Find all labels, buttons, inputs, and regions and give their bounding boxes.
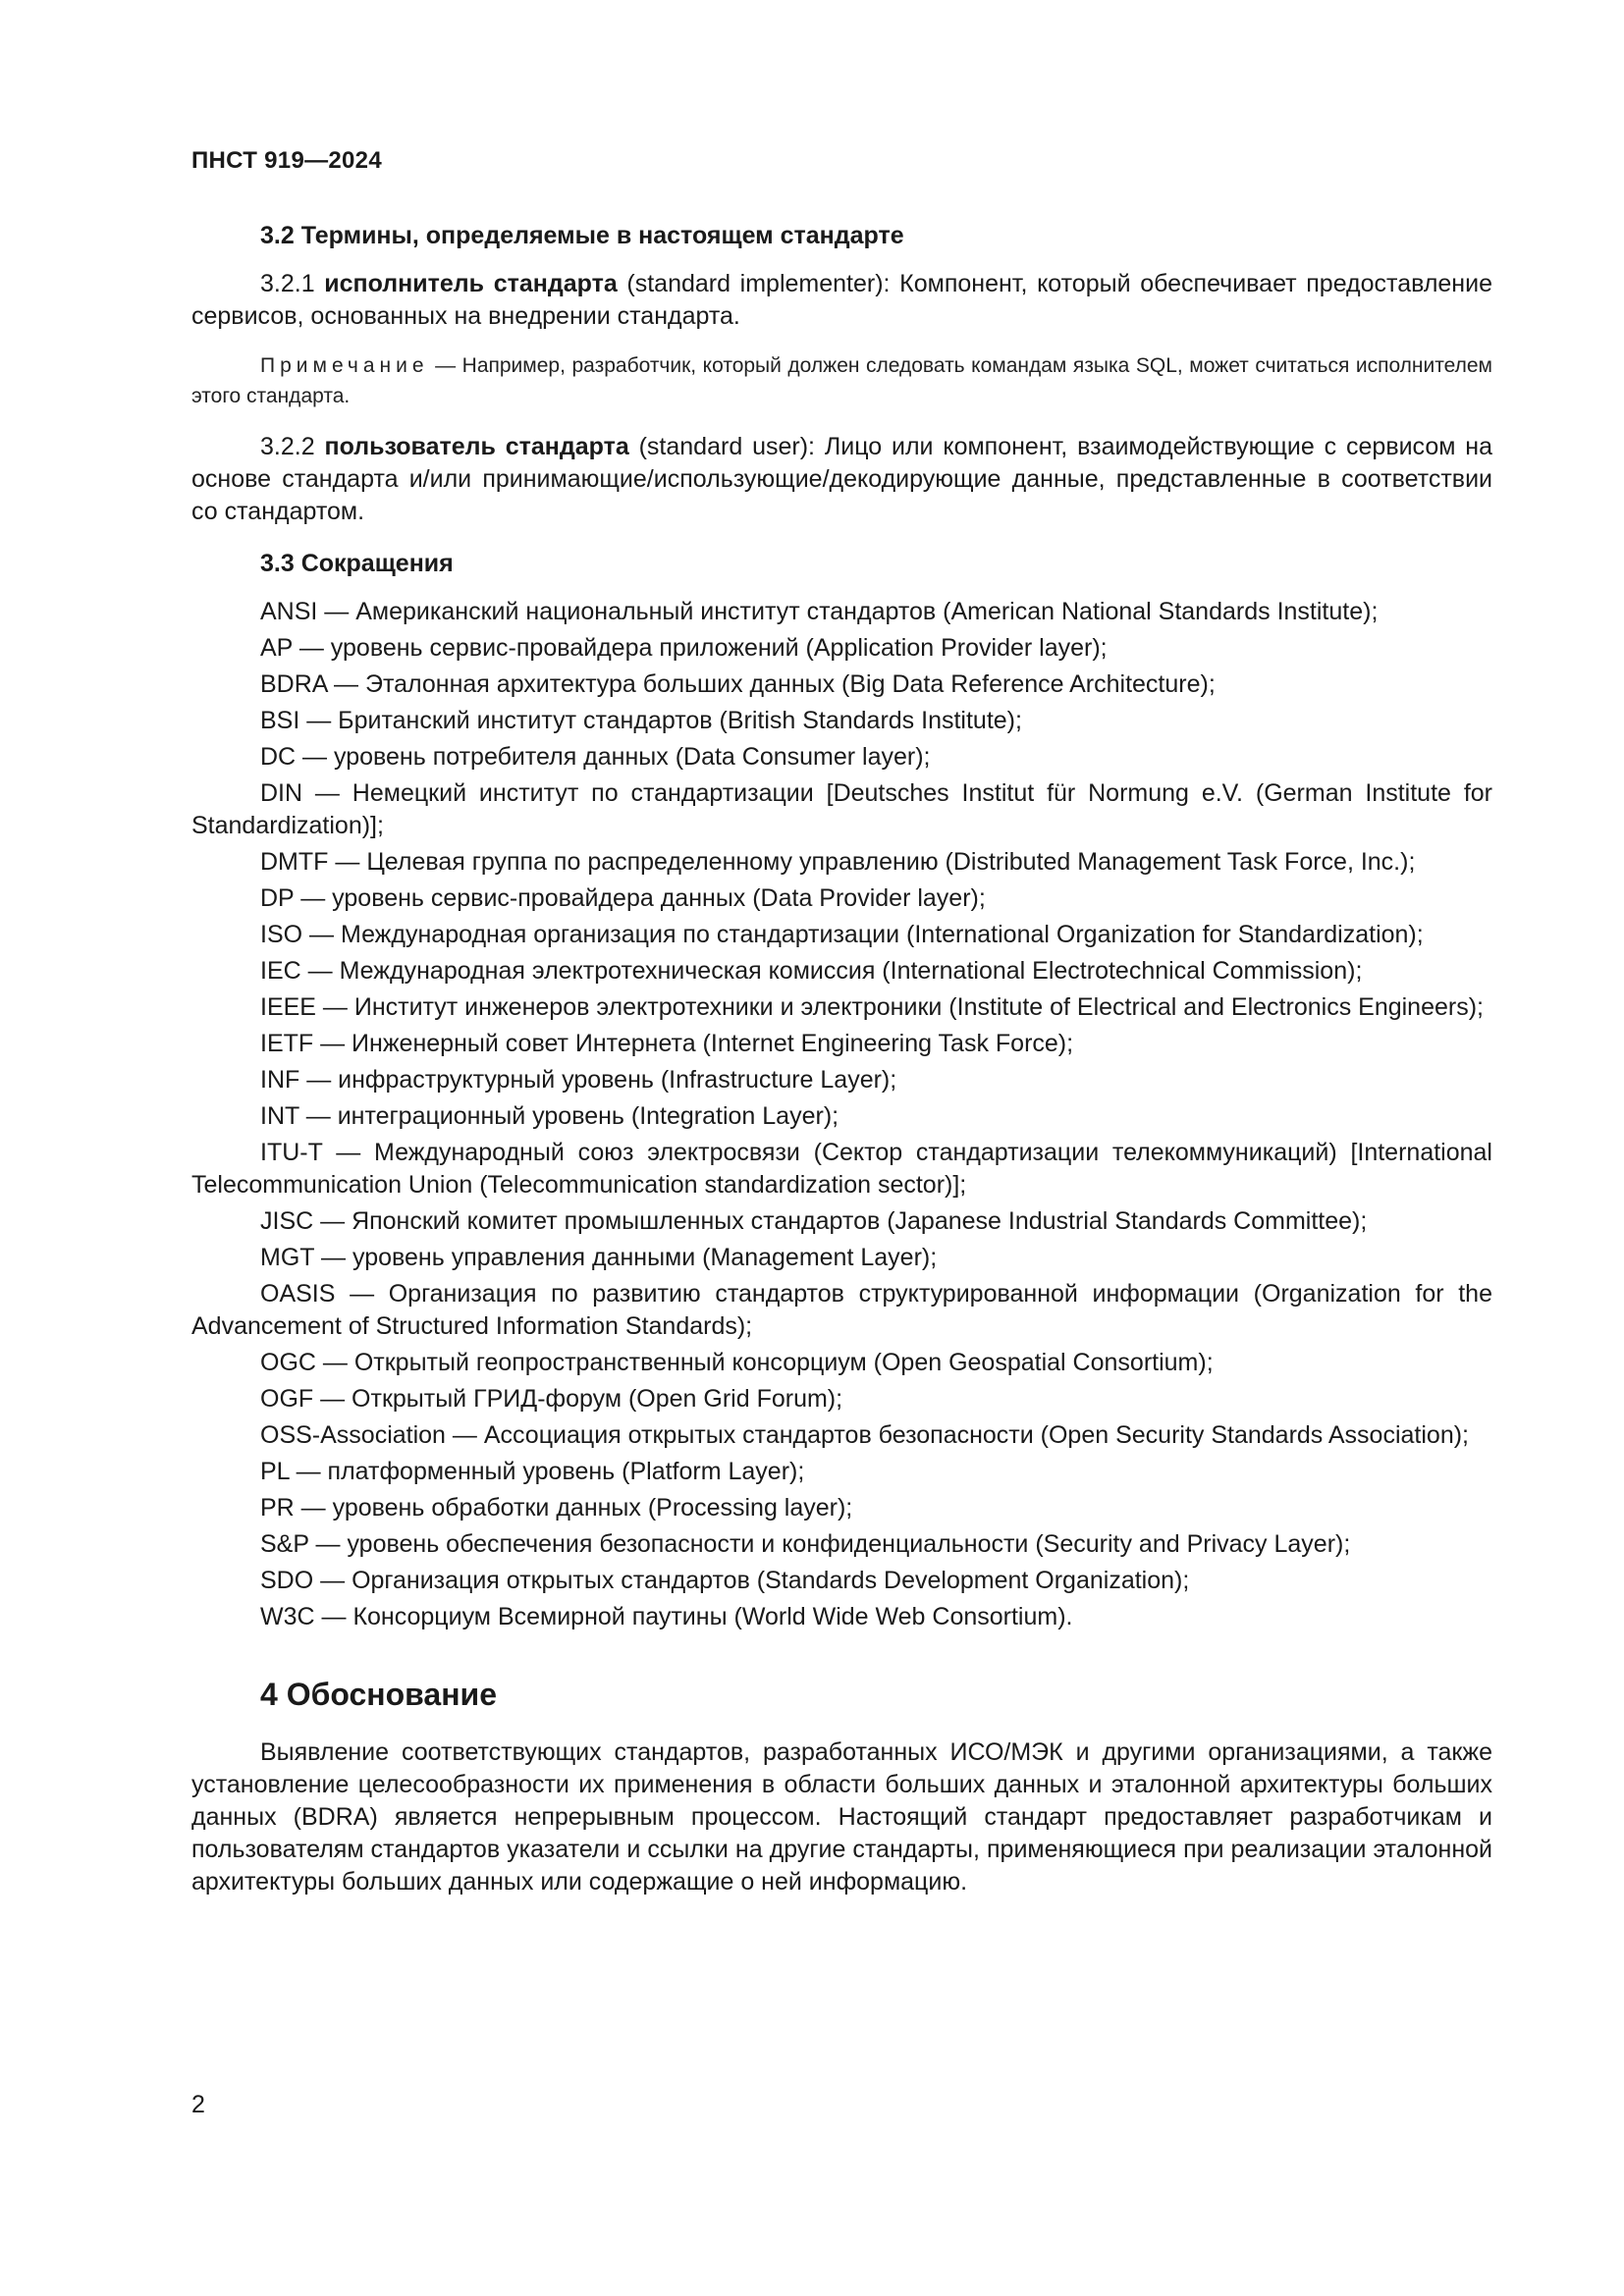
abbreviation-item: DIN — Немецкий институт по стандартизации [Deutsches Institut für Normung e.V. (German Institute for Standardization)];	[191, 779, 1492, 839]
section-4-title: 4 Обоснование	[260, 1677, 497, 1712]
term-name: исполнитель стандарта	[324, 270, 618, 297]
page-content	[191, 147, 1492, 1916]
abbreviation-item: PR — уровень обработки данных (Processing layer);	[260, 1494, 853, 1522]
abbreviation-item: DC — уровень потребителя данных (Data Consumer layer);	[260, 743, 931, 771]
abbreviation-item: BSI — Британский институт стандартов (British Standards Institute);	[260, 707, 1022, 734]
abbreviation-item: ANSI — Американский национальный институт стандартов (American National Standards Institute);	[260, 598, 1379, 625]
abbreviation-item: INF — инфраструктурный уровень (Infrastructure Layer);	[260, 1066, 897, 1094]
abbreviation-item: OASIS — Организация по развитию стандартов структурированной информации (Organization for the Advancement of Structured Information Standards);	[191, 1280, 1492, 1340]
abbreviation-item: BDRA — Эталонная архитектура больших данных (Big Data Reference Architecture);	[260, 670, 1216, 698]
term-3-2-2	[191, 431, 1492, 528]
term-number: 3.2.1	[260, 270, 315, 297]
section-3-3-title: 3.3 Сокращения	[260, 550, 454, 577]
abbreviation-item: IEEE — Институт инженеров электротехники и электроники (Institute of Electrical and Electronics Engineers);	[260, 993, 1484, 1021]
page-number: 2	[191, 2091, 205, 2118]
abbreviation-item: DMTF — Целевая группа по распределенному управлению (Distributed Management Task Force, Inc.);	[260, 848, 1416, 876]
section-3-2-title: 3.2 Термины, определяемые в настоящем стандарте	[260, 222, 904, 249]
term-definition: (standard implementer): Компонент, который обеспечивает предоставление сервисов, основанных на внедрении стандарта.	[191, 270, 1492, 330]
abbreviation-item: S&P — уровень обеспечения безопасности и конфиденциальности (Security and Privacy Layer);	[260, 1530, 1351, 1558]
abbreviation-item: OSS-Association — Ассоциация открытых стандартов безопасности (Open Security Standards Association);	[260, 1421, 1469, 1449]
abbreviation-item: OGC — Открытый геопространственный консорциум (Open Geospatial Consortium);	[260, 1349, 1214, 1376]
abbreviation-item: SDO — Организация открытых стандартов (Standards Development Organization);	[260, 1567, 1190, 1594]
abbreviation-item: IEC — Международная электротехническая комиссия (International Electrotechnical Commission);	[260, 957, 1363, 985]
abbreviation-item: DP — уровень сервис-провайдера данных (Data Provider layer);	[260, 884, 986, 912]
term-name: пользователь стандарта	[324, 433, 629, 460]
abbreviation-item: OGF — Открытый ГРИД-форум (Open Grid Forum);	[260, 1385, 843, 1413]
abbreviations-list	[191, 596, 1492, 1633]
abbreviation-item: PL — платформенный уровень (Platform Layer);	[260, 1458, 805, 1485]
abbreviation-item: IETF — Инженерный совет Интернета (Internet Engineering Task Force);	[260, 1030, 1074, 1057]
note-label: Примечание	[260, 354, 429, 377]
abbreviation-item: AP — уровень сервис-провайдера приложений (Application Provider layer);	[260, 634, 1108, 662]
section-4-paragraph: Выявление соответствующих стандартов, разработанных ИСО/МЭК и другими организациями, а также установление целесообразности их применения в области больших данных и эталонной архитектуры больших данных (BDRA) является непрерывным процессом. Настоящий стандарт предоставляет разработчикам и пользователям стандартов указатели и ссылки на другие стандарты, применяющиеся при реализации эталонной архитектуры больших данных или содержащие о ней информацию.	[191, 1738, 1492, 1896]
note-paragraph	[191, 350, 1492, 411]
abbreviation-item: W3C — Консорциум Всемирной паутины (World Wide Web Consortium).	[260, 1603, 1073, 1630]
abbreviation-item: INT — интеграционный уровень (Integration Layer);	[260, 1102, 839, 1130]
term-definition: (standard user): Лицо или компонент, взаимодействующие с сервисом на основе стандарта и/или принимающие/использующие/декодирующие данные, представленные в соответствии со стандартом.	[191, 433, 1492, 525]
term-number: 3.2.2	[260, 433, 315, 460]
note-text: — Например, разработчик, который должен следовать командам языка SQL, может считаться исполнителем этого стандарта.	[191, 354, 1492, 407]
abbreviation-item: ITU-T — Международный союз электросвязи (Сектор стандартизации телекоммуникаций) [International Telecommunication Union (Telecommunication standardization sector)];	[191, 1139, 1492, 1199]
abbreviation-item: ISO — Международная организация по стандартизации (International Organization for Standardization);	[260, 921, 1424, 948]
document-id-header: ПНСТ 919—2024	[191, 147, 382, 174]
abbreviation-item: MGT — уровень управления данными (Management Layer);	[260, 1244, 938, 1271]
term-3-2-1	[191, 268, 1492, 333]
abbreviation-item: JISC — Японский комитет промышленных стандартов (Japanese Industrial Standards Committee);	[260, 1207, 1368, 1235]
